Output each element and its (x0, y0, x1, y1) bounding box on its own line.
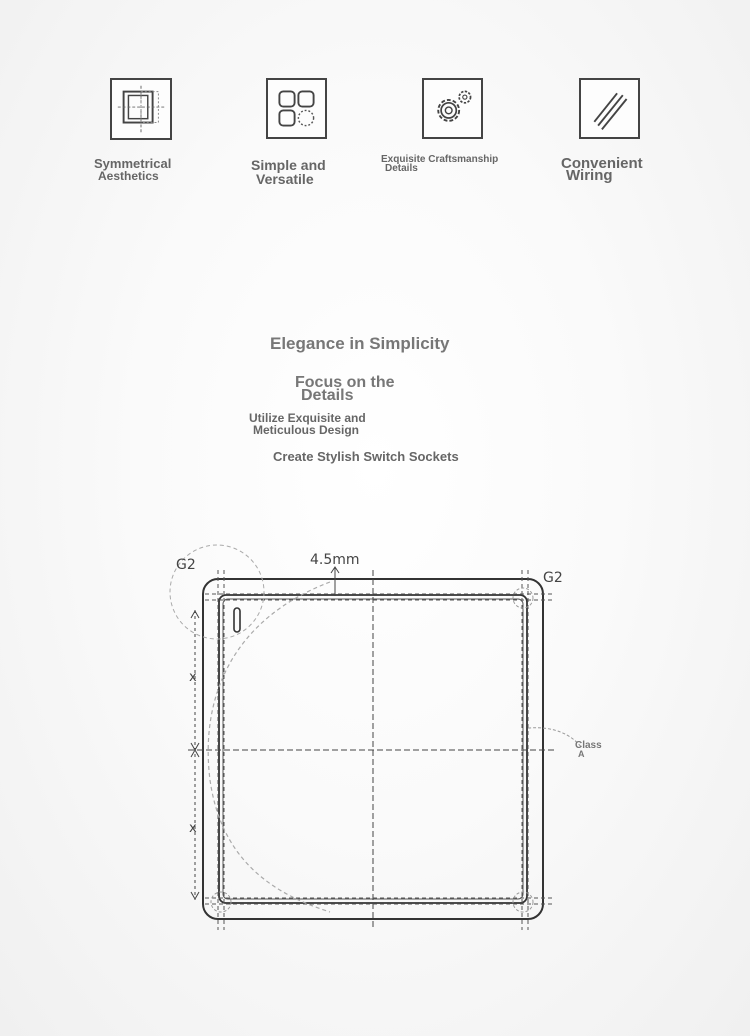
cta-text: Create Stylish Switch Sockets (273, 449, 459, 464)
feature-label-line2: Aesthetics (98, 169, 159, 183)
feature-label-line2: Details (385, 163, 418, 174)
headline: Elegance in Simplicity (270, 334, 450, 353)
tagline-line1: Utilize Exquisite and (249, 411, 366, 425)
g2-label-right: G2 (543, 570, 563, 586)
feature-label-line1: Convenient (561, 155, 643, 172)
indicator-slot (234, 608, 240, 632)
feature-label-line2: Versatile (256, 171, 314, 187)
feature-label-line2: Wiring (566, 167, 613, 184)
subheadline-line1: Focus on the (295, 374, 395, 391)
feature-label-line1: Exquisite Craftsmanship (381, 154, 499, 165)
class-grade: A (578, 749, 585, 759)
feature-label-line1: Symmetrical (94, 156, 172, 171)
feature-label-line1: Simple and (251, 157, 326, 173)
subheadline-line2: Details (301, 387, 354, 404)
x-label-lower: x (189, 821, 197, 836)
tagline-line2: Meticulous Design (253, 423, 360, 437)
dimension-label: 4.5mm (310, 552, 360, 568)
g2-label-left: G2 (176, 557, 196, 573)
x-label-upper: x (189, 670, 197, 685)
class-label: Class (575, 740, 602, 751)
panel-inner-frame (219, 595, 527, 903)
